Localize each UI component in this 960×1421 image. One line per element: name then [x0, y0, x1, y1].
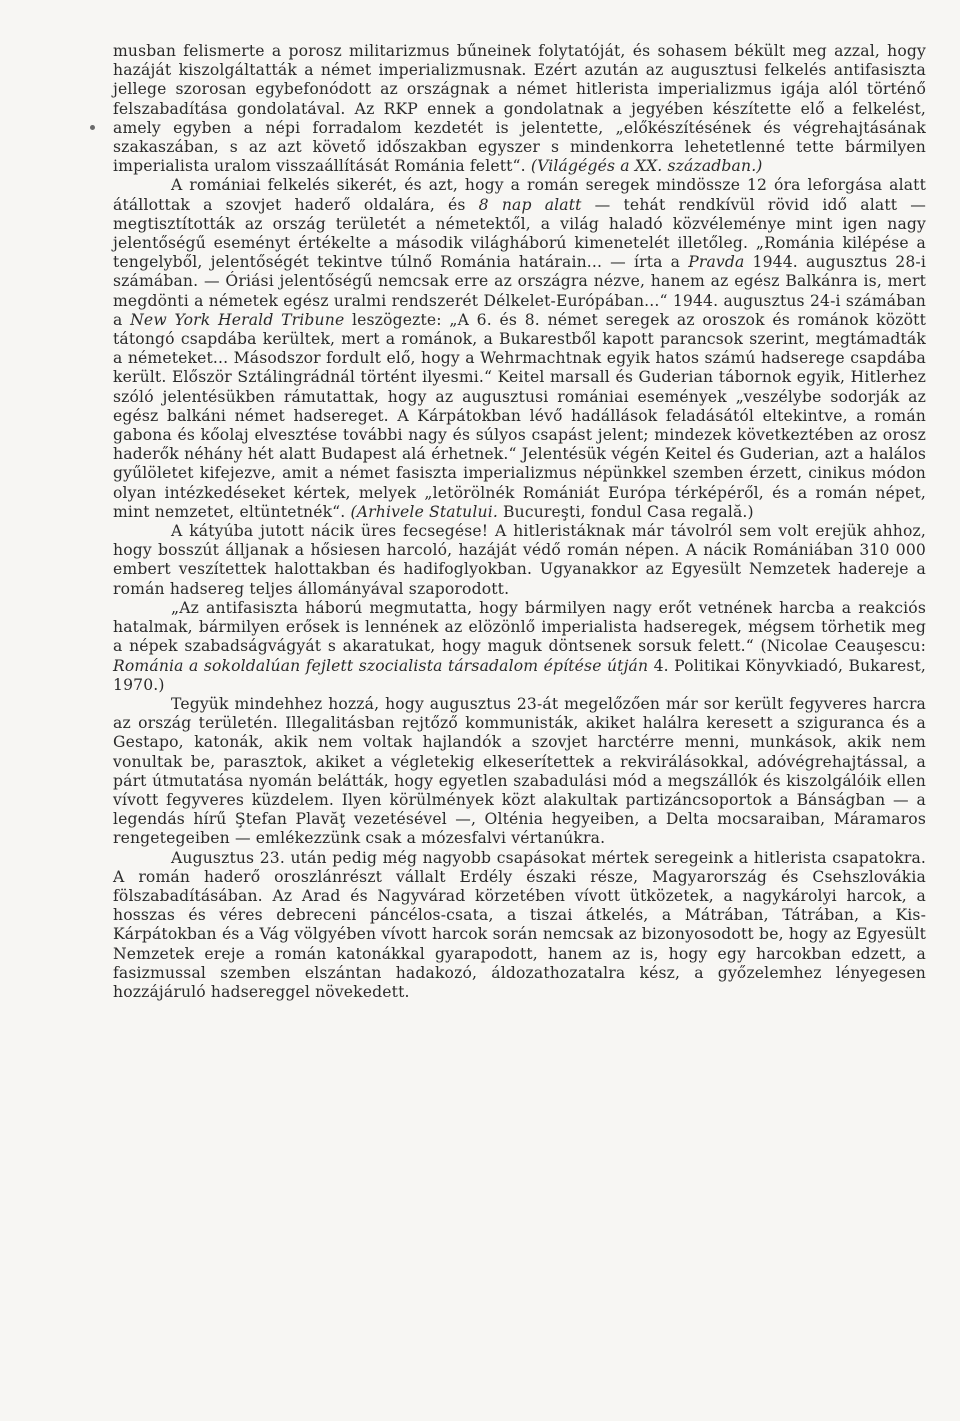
body-text: leszögezte: „A 6. és 8. német seregek az oroszok és románok között tátongó csapdába kerültek, mert a románok, a Bukarestből kapott parancsok szerint, megtámadták a németeket... Másodszor fordult elő, hogy a Wehrmachtnak egyik hatos számú hadserege csapdába került. Először Sztálingrádnál történt ilyesmi.“ Keitel marsall és Guderian tábornok egyik, Hitlerhez szóló jelentésükben rámutattak, hogy az augusztusi romániai események „veszélybe sodorják az egész balkáni német hadsereget. A Kárpátokban lévő hadállások feladásától eltekintve, a román gabona és kőolaj elvesztése további nagy és súlyos csapást jelent; mindezek következtében az orosz haderők néhány hét alatt Budapest alá érhetnek.“ Jelentésük végén Keitel és Guderian, azt a halálos gyűlöletet kifejezve, amit a német fasiszta imperializmus népünkkel szemben érzett, cinikus módon olyan intézkedéseket kértek, melyek „letörölnék Romániát Európa térképéről, és a román népet, mint nemzetet, eltüntetnék“. — [113, 310, 926, 521]
citation-text: Románia a sokoldalúan fejlett szocialista társadalom építése útján — [113, 656, 649, 675]
citation-text: (Világégés a XX. században.) — [530, 157, 763, 176]
paragraph-5 — [113, 695, 926, 849]
body-text: — tehát rendkívül rövid idő alatt — megtisztították az ország területét a németektől, a világ haladó közvéleménye mint igen nagy jelentőségű eseményt értékelte a második világháború kimenetelét illetőleg. „Románia kilépése a tengelyből, jelentőségét tekintve túlnő Románia határain... — írta a — [113, 195, 926, 272]
body-text: A kátyúba jutott nácik üres fecsegése! A hitleristáknak már távolról sem volt erejük ahhoz, hogy bosszút álljanak a hősiesen harcoló, hazáját védő román népen. A nácik Romániában 310 000 embert veszítettek halottakban és hadifoglyokban. Ugyanakkor az Egyesült Nemzetek hadereje a román hadsereg teljes állományával szaporodott. — [113, 522, 926, 598]
book-page — [113, 42, 926, 1002]
paragraph-2 — [113, 176, 926, 522]
body-text: A romániai felkelés sikerét, és azt, hogy a román seregek mindössze 12 óra leforgása alatt átállottak a szovjet haderő oldalára, és — [113, 176, 926, 214]
margin-mark — [90, 125, 95, 130]
citation-text: 8 nap alatt — [478, 195, 582, 214]
body-text: Bucureşti, fondul Casa regală.) — [497, 502, 754, 521]
paragraph-4-quote — [113, 599, 926, 695]
body-text: „Az antifasiszta háború megmutatta, hogy bármilyen nagy erőt vetnének harcba a reakciós hatalmak, bármilyen erősek is lennének az elözönlő imperialista hadseregek, mégsem törhetik meg a népek szabadságvágyát s akaratukat, hogy maguk döntsenek sorsuk felett.“ (Nicolae Ceauşescu: — [113, 598, 926, 656]
body-text: Augusztus 23. után pedig még nagyobb csapásokat mértek seregeink a hitlerista csapatokra. A román haderő oroszlánrészt vállalt Erdély északi része, Magyarország és Csehszlovákia fölszabadításában. Az Arad és Nagyvárad körzetében vívott ütközetek, a nagykárolyi harcok, a hosszas és véres debreceni páncélos-csata, a tiszai átkelés, a Mátrában, Tátrában, a Kis-Kárpátokban és a Vág völgyében vívott harcok során nemcsak az bizonyosodott be, hogy az Egyesült Nemzetek ereje a román katonákkal gyarapodott, hanem az is, hogy egy harcokban edzett, a fasizmussal szemben elszántan hadakozó, áldozathozatalra kész, a győzelemhez lényegesen hozzájáruló hadsereggel növekedett. — [113, 848, 926, 1001]
body-text: 4. Politikai Könyvkiadó, Bukarest, 1970.) — [113, 656, 926, 694]
paragraph-1 — [113, 42, 926, 176]
citation-text: (Arhivele Statului. — [350, 502, 498, 521]
citation-text: Pravda — [688, 253, 745, 272]
body-text: 1944. augusztus 28-i számában. — Óriási jelentőségű nemcsak erre az országra nézve, hanem az egész Balkánra is, mert megdönti a németek egész uralmi rendszerét Délkelet-Európában...“ 1944. augusztus 24-i számában a — [113, 253, 926, 329]
body-text: musban felismerte a porosz militarizmus bűneinek folytatóját, és sohasem békült meg azzal, hogy hazáját kiszolgáltatták a német imperializmusnak. Ezért azután az augusztusi felkelés antifasiszta jellege szorosan egybefonódott az országnak a német hitlerista imperializmus igája alól történő felszabadítása gondolatával. Az RKP ennek a gondolatnak a jegyében készítette elő a felkelést, amely egyben a népi forradalom kezdetét is jelentette, „előkészítésének és végrehajtásának szakaszában, s az azt követő időszakban egyszer s mindenkorra lehetetlenné tette bármilyen imperialista uralom visszaállítását Románia felett“. — [113, 42, 926, 176]
body-text: Tegyük mindehhez hozzá, hogy augusztus 23-át megelőzően már sor került fegyveres harcra az ország területén. Illegalitásban rejtőző kommunisták, akiket halálra keresett a sziguranca és a Gestapo, katonák, akik nem voltak hajlandók a szovjet harctérre menni, munkások, akik nem vonultak be, parasztok, akiket a végletekig elkeserítettek a rekvirálásokkal, adóvégrehajtással, a párt útmutatása nyomán belátták, hogy egyetlen szabadulási mód a megszállók és kiszolgálóik ellen vívott fegyveres küzdelem. Ilyen körülmények közt alakultak partizáncsoportok a Bánságban — a legendás hírű Ştefan Plavăţ vezetésével —, Olténia hegyeiben, a Delta mocsaraiban, Máramaros rengetegeiben — emlékezzünk csak a mózesfalvi vértanúkra. — [113, 694, 926, 848]
citation-text: New York Herald Tribune — [130, 310, 345, 329]
paragraph-6 — [113, 849, 926, 1003]
paragraph-3 — [113, 522, 926, 599]
